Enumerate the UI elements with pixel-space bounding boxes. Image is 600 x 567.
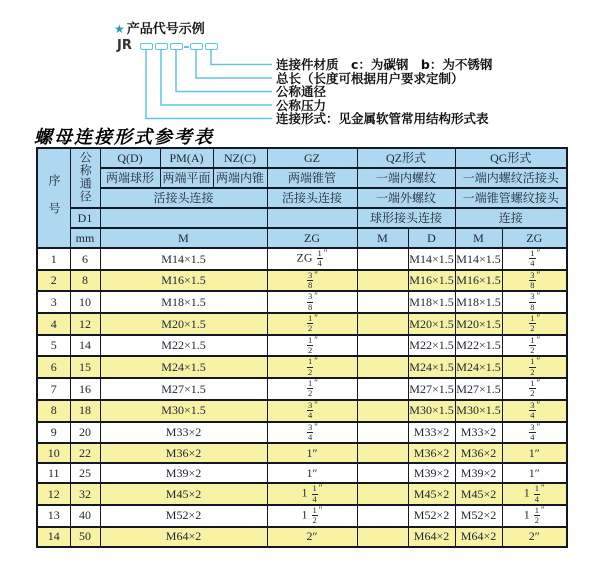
cell-qg_m: M24×1.5 bbox=[455, 356, 502, 378]
subheader-qg: 一端内螺纹活接头 bbox=[455, 168, 567, 188]
cell-seq: 6 bbox=[37, 356, 70, 378]
cell-gz: 1″ bbox=[267, 443, 357, 463]
cell-qg_zg: $\frac{1}{2}$ ″ bbox=[502, 378, 567, 400]
cell-qz_d: M20×1.5 bbox=[408, 313, 455, 335]
table-row bbox=[37, 527, 567, 547]
cell-seq: 4 bbox=[37, 313, 70, 335]
product-code-diagram bbox=[0, 0, 600, 132]
cell-qg_zg: $\frac{1}{2}$ ″ bbox=[502, 335, 567, 357]
cell-gz: $\frac{1}{2}$ ″ bbox=[267, 335, 357, 357]
cell-qz_m bbox=[357, 483, 408, 505]
unit-m1: M bbox=[100, 228, 267, 248]
unit-zg3: ZG bbox=[502, 228, 567, 248]
cell-qg_m: M20×1.5 bbox=[455, 313, 502, 335]
cell-gz: ZG $\frac{1}{4}$ ″ bbox=[267, 248, 357, 270]
connheader2-qz: 球形接头连接 bbox=[357, 208, 455, 228]
cell-gz: 2″ bbox=[267, 527, 357, 547]
cell-qz_m bbox=[357, 313, 408, 335]
cell-qz_m bbox=[357, 335, 408, 357]
code-box-2 bbox=[155, 43, 168, 50]
table-row bbox=[37, 463, 567, 483]
cell-dn: 32 bbox=[70, 483, 100, 505]
cell-dn: 10 bbox=[70, 291, 100, 313]
connheader-gz: 活接头连接 bbox=[267, 188, 357, 208]
col-header-qz: QZ形式 bbox=[357, 148, 455, 168]
cell-m: M52×2 bbox=[100, 505, 267, 527]
cell-qg_m: M39×2 bbox=[455, 463, 502, 483]
cell-qg_zg: 1″ bbox=[502, 463, 567, 483]
cell-seq: 12 bbox=[37, 483, 70, 505]
cell-gz: $\frac{3}{4}$ ″ bbox=[267, 422, 357, 444]
cell-qz_d: M45×2 bbox=[408, 483, 455, 505]
code-label-diameter: 公称通径 bbox=[276, 84, 327, 99]
label-mm: mm bbox=[70, 228, 100, 248]
cell-qg_m: M27×1.5 bbox=[455, 378, 502, 400]
cell-qz_m bbox=[357, 505, 408, 527]
cell-qz_d: M33×2 bbox=[408, 422, 455, 444]
cell-dn: 20 bbox=[70, 422, 100, 444]
unit-d2: D bbox=[408, 228, 455, 248]
cell-dn: 12 bbox=[70, 313, 100, 335]
table-row bbox=[37, 248, 567, 270]
cell-seq: 1 bbox=[37, 248, 70, 270]
cell-qz_d: M22×1.5 bbox=[408, 335, 455, 357]
cell-qz_m bbox=[357, 378, 408, 400]
cell-m: M30×1.5 bbox=[100, 400, 267, 422]
cell-qg_m: M52×2 bbox=[455, 505, 502, 527]
cell-qz_m bbox=[357, 422, 408, 444]
cell-dn: 8 bbox=[70, 270, 100, 292]
blank-gz bbox=[267, 208, 357, 228]
unit-m2: M bbox=[357, 228, 408, 248]
code-label-connection: 连接形式：见金属软管常用结构形式表 bbox=[276, 111, 489, 126]
cell-seq: 5 bbox=[37, 335, 70, 357]
header-row-3 bbox=[37, 188, 567, 208]
subheader-nz: 两端内锥 bbox=[213, 168, 267, 188]
cell-qg_m: M45×2 bbox=[455, 483, 502, 505]
cell-qz_m bbox=[357, 356, 408, 378]
cell-m: M64×2 bbox=[100, 527, 267, 547]
diagram-heading-text: 产品代号示例 bbox=[126, 22, 205, 37]
cell-qz_m bbox=[357, 527, 408, 547]
table-title: 螺母连接形式参考表 bbox=[34, 127, 214, 147]
header-row-5 bbox=[37, 228, 567, 248]
cell-qg_zg: $\frac{3}{4}$ ″ bbox=[502, 422, 567, 444]
cell-seq: 3 bbox=[37, 291, 70, 313]
connheader-qpmnz: 活接头连接 bbox=[100, 188, 267, 208]
cell-qg_zg: $\frac{3}{8}$ ″ bbox=[502, 270, 567, 292]
cell-dn: 40 bbox=[70, 505, 100, 527]
cell-seq: 2 bbox=[37, 270, 70, 292]
cell-qz_d: M24×1.5 bbox=[408, 356, 455, 378]
table-row bbox=[37, 422, 567, 444]
cell-dn: 14 bbox=[70, 335, 100, 357]
code-prefix: JR bbox=[117, 38, 132, 53]
cell-qg_m: M30×1.5 bbox=[455, 400, 502, 422]
header-row-2 bbox=[37, 168, 567, 188]
code-box-4 bbox=[190, 43, 203, 50]
cell-seq: 10 bbox=[37, 443, 70, 463]
subheader-q: 两端球形 bbox=[100, 168, 160, 188]
cell-qg_m: M22×1.5 bbox=[455, 335, 502, 357]
cell-qg_m: M16×1.5 bbox=[455, 270, 502, 292]
cell-m: M36×2 bbox=[100, 443, 267, 463]
cell-m: M33×2 bbox=[100, 422, 267, 444]
col-header-seq: 序号 bbox=[37, 148, 70, 248]
cell-gz: 1″ bbox=[267, 463, 357, 483]
cell-qz_d: M16×1.5 bbox=[408, 270, 455, 292]
cell-gz: $\frac{3}{4}$ ″ bbox=[267, 400, 357, 422]
cell-dn: 15 bbox=[70, 356, 100, 378]
col-header-pm: PM(A) bbox=[160, 148, 213, 168]
header-row-1 bbox=[37, 148, 567, 168]
code-label-length: 总长（长度可根据用户要求定制） bbox=[276, 70, 464, 86]
cell-qg_m: M36×2 bbox=[455, 443, 502, 463]
cell-qg_m: M18×1.5 bbox=[455, 291, 502, 313]
connheader-qz: 一端外螺纹 bbox=[357, 188, 455, 208]
cell-seq: 7 bbox=[37, 378, 70, 400]
table-row bbox=[37, 291, 567, 313]
code-dash bbox=[184, 46, 189, 48]
col-header-gz: GZ bbox=[267, 148, 357, 168]
col-header-dn: 公称通径 bbox=[70, 148, 100, 208]
unit-zg1: ZG bbox=[267, 228, 357, 248]
label-d1: D1 bbox=[70, 208, 100, 228]
cell-m: M16×1.5 bbox=[100, 270, 267, 292]
cell-gz: $\frac{3}{8}$ ″ bbox=[267, 291, 357, 313]
cell-qg_zg: 1″ bbox=[502, 443, 567, 463]
cell-qz_d: M39×2 bbox=[408, 463, 455, 483]
code-box-1 bbox=[140, 43, 153, 50]
cell-dn: 6 bbox=[70, 248, 100, 270]
cell-qg_m: M33×2 bbox=[455, 422, 502, 444]
cell-qz_d: M52×2 bbox=[408, 505, 455, 527]
cell-qg_zg: 1 $\frac{1}{4}$ ″ bbox=[502, 483, 567, 505]
unit-m3: M bbox=[455, 228, 502, 248]
cell-qg_m: M64×2 bbox=[455, 527, 502, 547]
cell-qz_d: M18×1.5 bbox=[408, 291, 455, 313]
cell-seq: 9 bbox=[37, 422, 70, 444]
table-row bbox=[37, 400, 567, 422]
cell-gz: 1 $\frac{1}{2}$ ″ bbox=[267, 505, 357, 527]
cell-gz: $\frac{3}{8}$ ″ bbox=[267, 270, 357, 292]
cell-qg_zg: $\frac{1}{2}$ ″ bbox=[502, 356, 567, 378]
table-row bbox=[37, 443, 567, 463]
cell-qz_m bbox=[357, 443, 408, 463]
table-row bbox=[37, 483, 567, 505]
subheader-gz: 两端锥管 bbox=[267, 168, 357, 188]
cell-m: M22×1.5 bbox=[100, 335, 267, 357]
code-label-pressure: 公称压力 bbox=[276, 97, 327, 113]
cell-gz: $\frac{1}{2}$ ″ bbox=[267, 356, 357, 378]
cell-qg_zg: 2″ bbox=[502, 527, 567, 547]
connheader-qg: 一端锥管螺纹接头 bbox=[455, 188, 567, 208]
cell-seq: 11 bbox=[37, 463, 70, 483]
nut-connection-table bbox=[36, 147, 568, 548]
cell-qg_zg: $\frac{3}{4}$ ″ bbox=[502, 400, 567, 422]
cell-m: M14×1.5 bbox=[100, 248, 267, 270]
code-box-5 bbox=[205, 43, 218, 50]
table-row bbox=[37, 505, 567, 527]
star-icon: ★ bbox=[114, 22, 125, 36]
cell-gz: $\frac{1}{2}$ ″ bbox=[267, 313, 357, 335]
cell-qz_d: M36×2 bbox=[408, 443, 455, 463]
cell-qz_m bbox=[357, 248, 408, 270]
cell-m: M45×2 bbox=[100, 483, 267, 505]
cell-seq: 14 bbox=[37, 527, 70, 547]
cell-seq: 13 bbox=[37, 505, 70, 527]
cell-dn: 25 bbox=[70, 463, 100, 483]
table-row bbox=[37, 356, 567, 378]
cell-dn: 16 bbox=[70, 378, 100, 400]
cell-qg_zg: $\frac{3}{8}$ ″ bbox=[502, 291, 567, 313]
cell-gz: $\frac{1}{2}$ ″ bbox=[267, 378, 357, 400]
table-row bbox=[37, 378, 567, 400]
table-row bbox=[37, 335, 567, 357]
cell-qz_m bbox=[357, 463, 408, 483]
cell-m: M18×1.5 bbox=[100, 291, 267, 313]
cell-m: M39×2 bbox=[100, 463, 267, 483]
col-header-qg: QG形式 bbox=[455, 148, 567, 168]
cell-dn: 50 bbox=[70, 527, 100, 547]
diagram-heading bbox=[114, 18, 205, 37]
col-header-nz: NZ(C) bbox=[213, 148, 267, 168]
cell-qz_m bbox=[357, 400, 408, 422]
col-header-q: Q(D) bbox=[100, 148, 160, 168]
code-label-material: 连接件材质 c：为碳钢 b：为不锈钢 bbox=[276, 57, 493, 72]
cell-m: M24×1.5 bbox=[100, 356, 267, 378]
cell-qz_d: M14×1.5 bbox=[408, 248, 455, 270]
table-row bbox=[37, 270, 567, 292]
cell-seq: 8 bbox=[37, 400, 70, 422]
cell-m: M20×1.5 bbox=[100, 313, 267, 335]
cell-qg_m: M14×1.5 bbox=[455, 248, 502, 270]
cell-qz_m bbox=[357, 270, 408, 292]
cell-dn: 22 bbox=[70, 443, 100, 463]
cell-dn: 18 bbox=[70, 400, 100, 422]
cell-qg_zg: 1 $\frac{1}{2}$ ″ bbox=[502, 505, 567, 527]
cell-gz: 1 $\frac{1}{4}$ ″ bbox=[267, 483, 357, 505]
cell-m: M27×1.5 bbox=[100, 378, 267, 400]
code-box-3 bbox=[170, 43, 183, 50]
cell-qz_d: M30×1.5 bbox=[408, 400, 455, 422]
table-row bbox=[37, 313, 567, 335]
header-row-4 bbox=[37, 208, 567, 228]
blank-qpmnz bbox=[100, 208, 267, 228]
cell-qg_zg: $\frac{1}{4}$ ″ bbox=[502, 248, 567, 270]
connheader2-qg: 连接 bbox=[455, 208, 567, 228]
subheader-pm: 两端平面 bbox=[160, 168, 213, 188]
cell-qg_zg: $\frac{1}{2}$ ″ bbox=[502, 313, 567, 335]
cell-qz_d: M27×1.5 bbox=[408, 378, 455, 400]
subheader-qz: 一端内螺纹 bbox=[357, 168, 455, 188]
cell-qz_m bbox=[357, 291, 408, 313]
cell-qz_d: M64×2 bbox=[408, 527, 455, 547]
